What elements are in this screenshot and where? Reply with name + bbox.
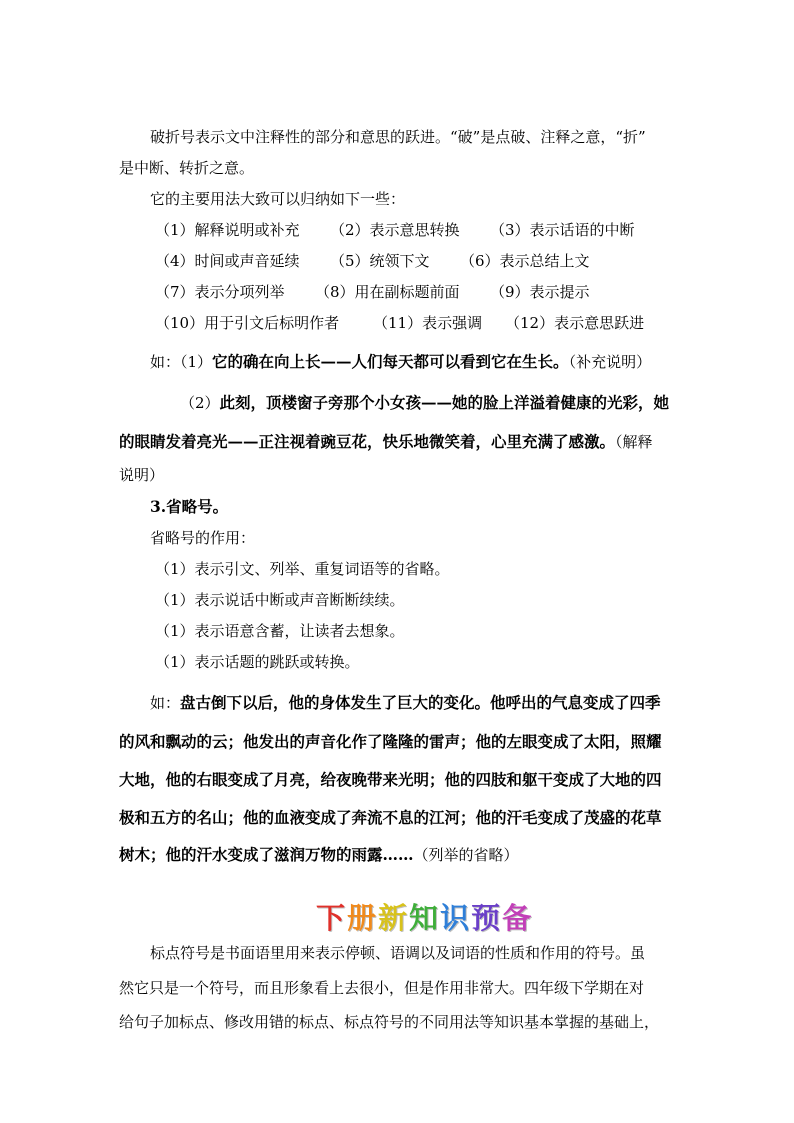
banner-char: 识 [440, 901, 472, 935]
dash-usage-item: （2）表示意思转换 [330, 221, 460, 239]
dash-usage-item: （11）表示强调 [373, 314, 483, 332]
dash-usage-item: （6）表示总结上文 [460, 252, 590, 270]
dash-usage-item: （3）表示话语的中断 [490, 221, 635, 239]
dash-usage-item: （4）时间或声音延续 [155, 252, 300, 270]
dash-example-2-note-end: 说明） [119, 466, 165, 484]
example-prefix: 如： [150, 694, 181, 712]
example-text: 树木；他的汗水变成了滋润万物的雨露…… [119, 845, 414, 864]
dash-usage-item: （5）统领下文 [330, 252, 430, 270]
banner-char: 备 [502, 901, 534, 935]
closing-line-2: 然它只是一个符号，而且形象看上去很小，但是作用非常大。四年级下学期在对 [119, 979, 645, 997]
ellipsis-example-line-2: 的风和飘动的云；他发出的声音化作了隆隆的雷声；他的左眼变成了太阳，照耀 [119, 732, 662, 751]
banner-char: 册 [347, 901, 379, 935]
dash-usage-item: （9）表示提示 [490, 283, 590, 301]
dash-usage-item: （8）用在副标题前面 [315, 283, 460, 301]
dash-usage-item: （10）用于引文后标明作者 [155, 314, 340, 332]
banner-char: 知 [409, 901, 441, 935]
example-note: （补充说明） [568, 353, 652, 371]
example-text: 盘古倒下以后，他的身体发生了巨大的变化。他呼出的气息变成了四季 [180, 693, 661, 712]
example-note: （列举的省略） [413, 846, 519, 864]
ellipsis-purpose-item: （1）表示说话中断或声音断断续续。 [155, 591, 405, 609]
example-prefix: （2） [180, 394, 220, 412]
ellipsis-example-line-3: 大地，他的右眼变成了月亮，给夜晚带来光明；他的四肢和躯干变成了大地的四 [119, 770, 662, 789]
ellipsis-example-line-1 [150, 693, 661, 713]
banner-char: 新 [378, 901, 410, 935]
ellipsis-purpose-item: （1）表示语意含蓄，让读者去想象。 [155, 622, 405, 640]
dash-example-2-line-1 [180, 393, 669, 413]
ellipsis-example-line-5 [119, 845, 519, 865]
banner-char: 下 [316, 901, 348, 935]
ellipsis-purpose-item: （1）表示引文、列举、重复词语等的省略。 [155, 560, 450, 578]
dash-example-2-line-2 [119, 432, 653, 452]
closing-line-1: 标点符号是书面语里用来表示停顿、语调以及词语的性质和作用的符号。虽 [150, 944, 646, 962]
ellipsis-purpose-label: 省略号的作用： [150, 529, 256, 547]
section-heading-ellipsis: 3.省略号。 [150, 497, 229, 516]
dash-intro-line-1: 破折号表示文中注释性的部分和意思的跃进。“破”是点破、注释之意，“折” [150, 128, 646, 146]
example-text: 此刻，顶楼窗子旁那个小女孩——她的脸上洋溢着健康的光彩，她 [219, 393, 670, 412]
example-text: 的眼睛发着亮光——正注视着豌豆花，快乐地微笑着，心里充满了感激。 [119, 432, 616, 451]
ellipsis-example-line-4: 极和五方的名山；他的血液变成了奔流不息的江河；他的汗毛变成了茂盛的花草 [119, 808, 662, 827]
ellipsis-purpose-item: （1）表示话题的跳跃或转换。 [155, 653, 360, 671]
banner-char: 预 [471, 901, 503, 935]
dash-intro-line-2: 是中断、转折之意。 [119, 159, 255, 177]
dash-usage-item: （1）解释说明或补充 [155, 221, 300, 239]
example-note: （解释 [615, 433, 653, 451]
dash-usage-intro: 它的主要用法大致可以归纳如下一些： [150, 190, 406, 208]
example-prefix: 如：（1） [150, 353, 213, 371]
example-text: 它的确在向上长——人们每天都可以看到它在生长。 [212, 352, 569, 371]
closing-line-3: 给句子加标点、修改用错的标点、标点符号的不同用法等知识基本掌握的基础上， [119, 1013, 660, 1031]
section-banner [316, 899, 533, 937]
dash-usage-item: （12）表示意思跃进 [505, 314, 645, 332]
dash-example-1 [150, 352, 651, 372]
dash-usage-item: （7）表示分项列举 [155, 283, 285, 301]
